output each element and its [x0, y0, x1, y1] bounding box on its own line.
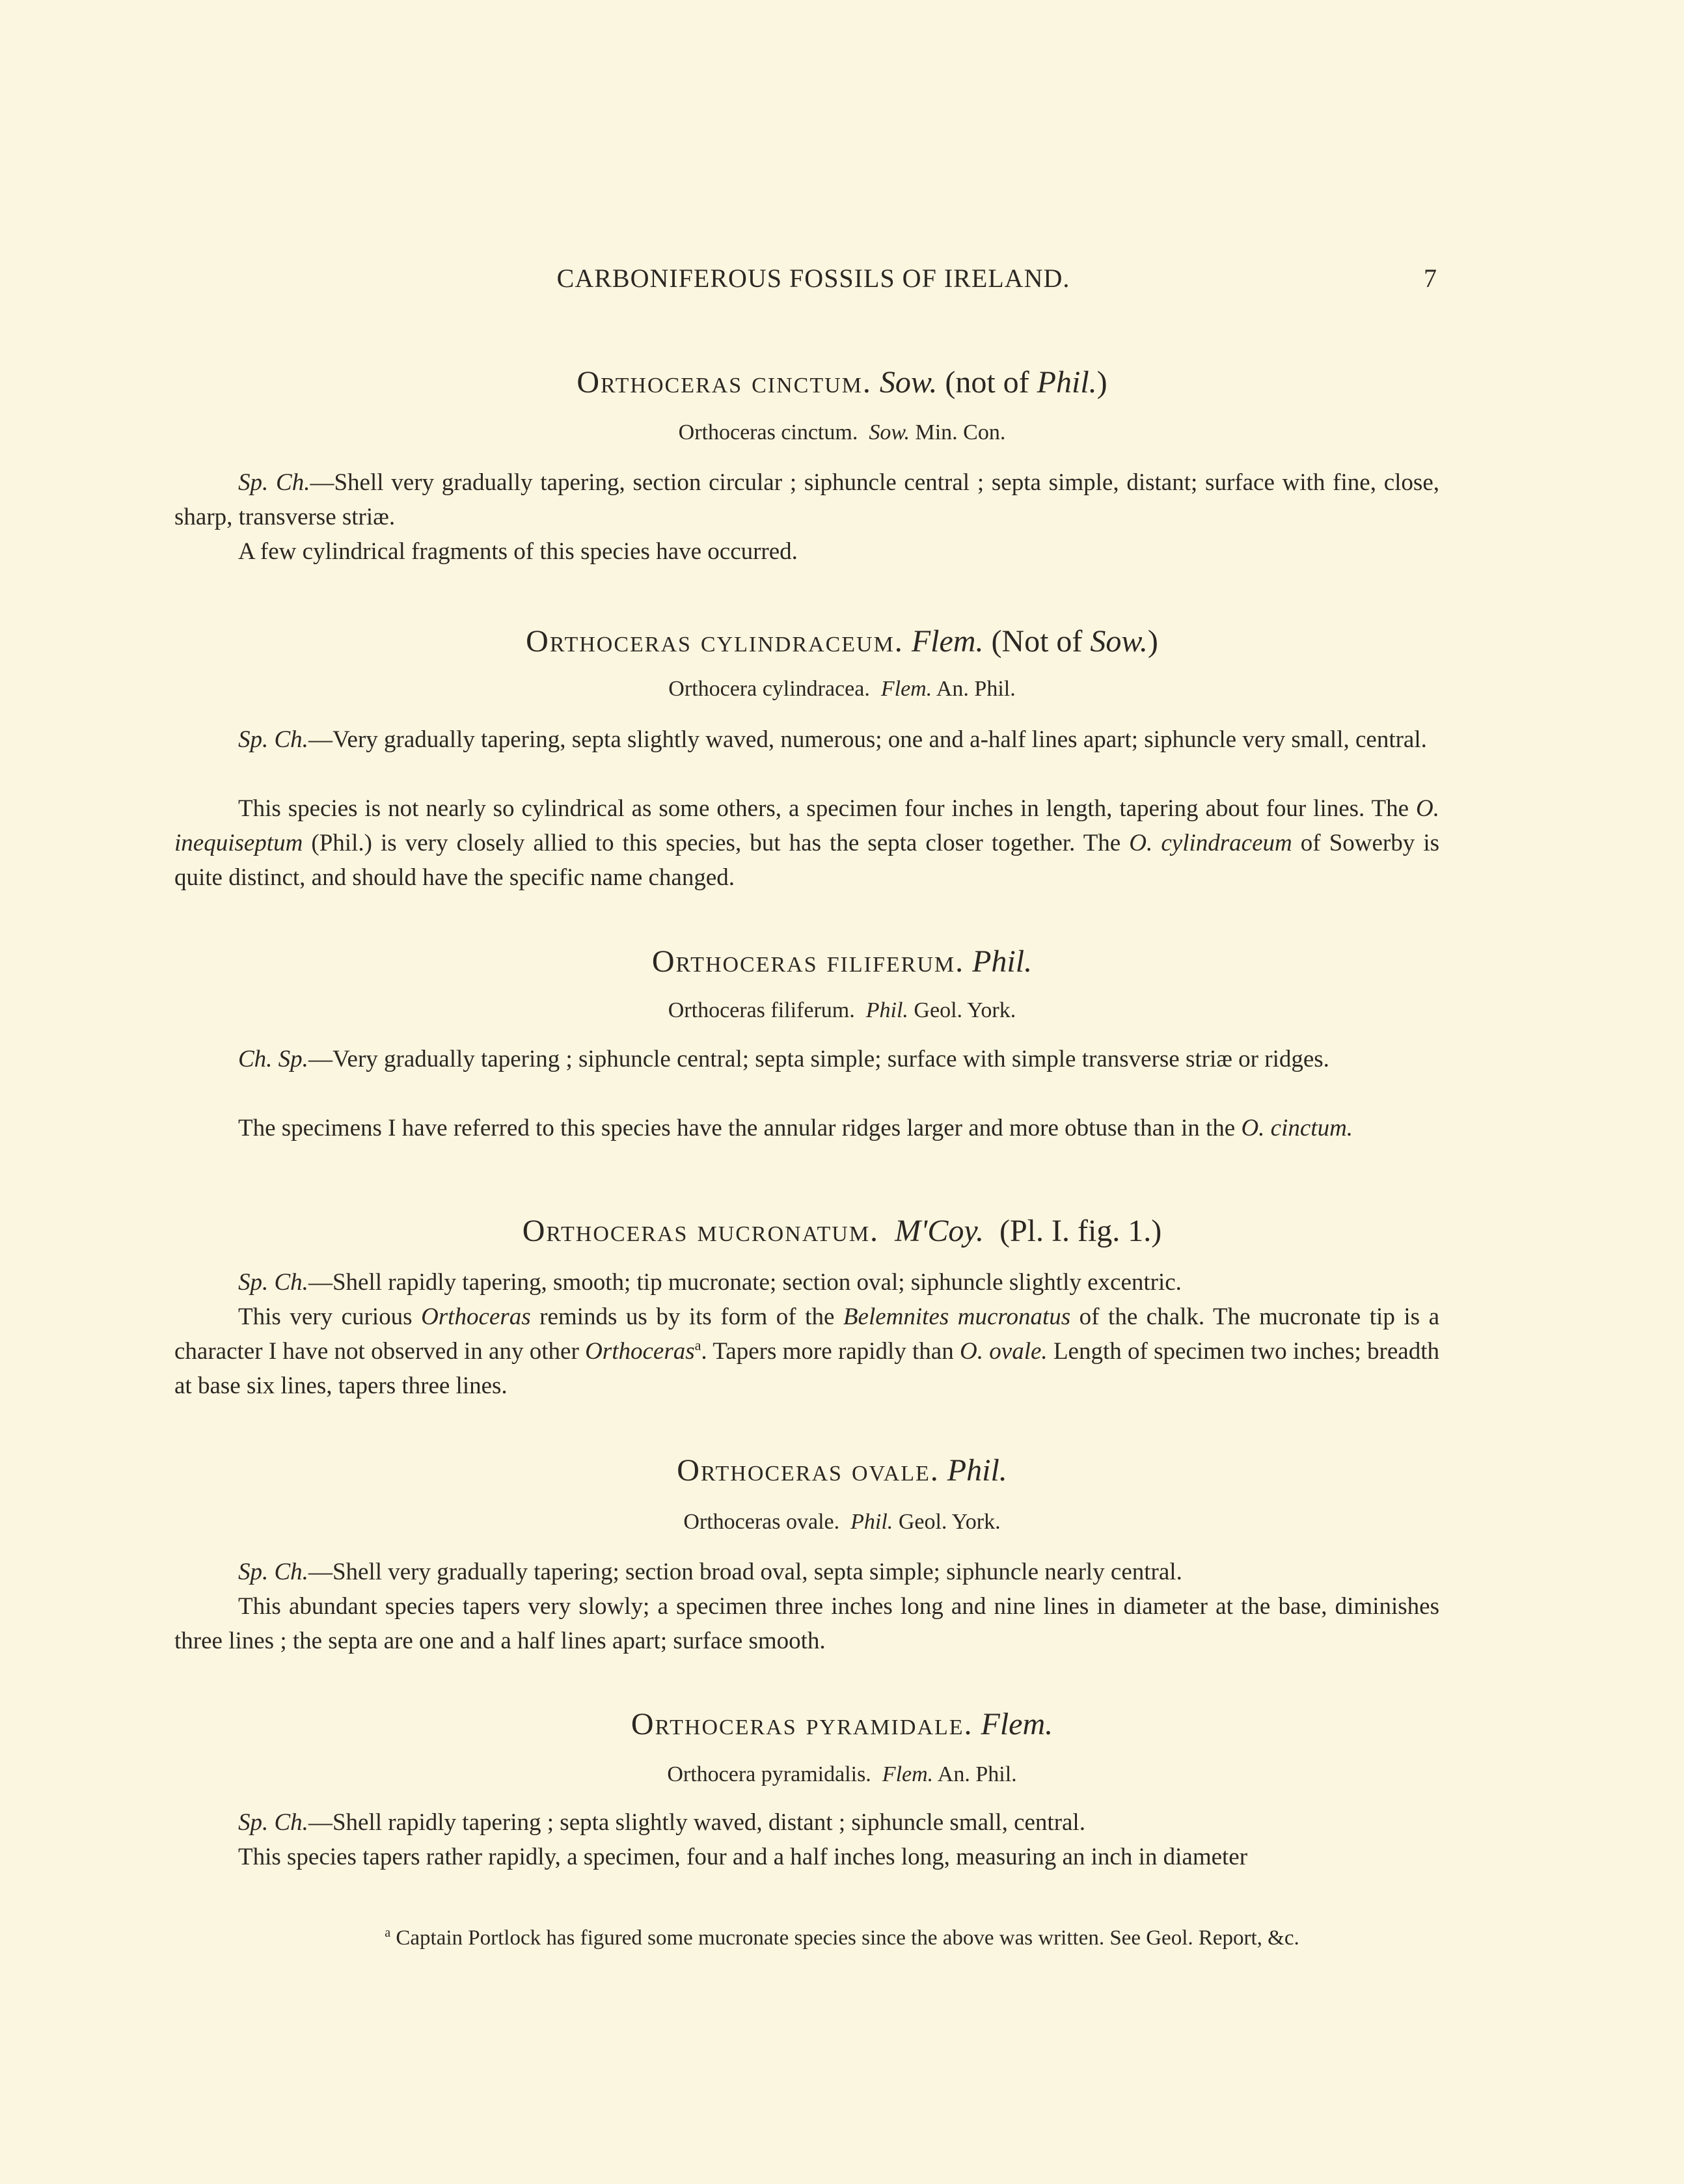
species-name: Orthoceras filiferum.	[651, 944, 965, 979]
species-name: Orthoceras ovale.	[677, 1453, 940, 1488]
diagnosis-paragraph: Sp. Ch.—Very gradually tapering, septa slightly waved, numerous; one and a-half lines apart; siphuncle very small, central.	[238, 726, 1427, 753]
species-name: Orthoceras mucronatum.	[522, 1214, 880, 1248]
diagnosis-paragraph: Sp. Ch.—Shell rapidly tapering ; septa slightly waved, distant ; siphuncle small, central.	[238, 1809, 1085, 1836]
diagnosis-paragraph: Sp. Ch.—Shell very gradually tapering, section circular ; siphuncle central ; septa simple, distant; surface with fine, close, sharp, transverse striæ.	[174, 469, 1439, 530]
synonym-line: Orthoceras ovale. Phil. Geol. York.	[683, 1510, 1001, 1534]
species-author: Sow.	[879, 365, 938, 400]
species-note: (Not of Sow.)	[991, 624, 1158, 659]
species-author: Phil.	[947, 1453, 1007, 1488]
footnote-text: Captain Portlock has figured some mucronate species since the above was written. See Geol. Report, &c.	[390, 1926, 1299, 1950]
species-name: Orthoceras cylindraceum.	[526, 624, 904, 659]
footnote	[0, 1926, 1684, 1950]
species-name: Orthoceras pyramidale.	[631, 1707, 973, 1741]
remarks-paragraph: The specimens I have referred to this species have the annular ridges larger and more obtuse than in the O. cinctum.	[238, 1115, 1353, 1141]
species-author: M'Coy.	[895, 1214, 984, 1248]
remarks-paragraph: A few cylindrical fragments of this species have occurred.	[238, 538, 798, 565]
synonym-line: Orthoceras cinctum. Sow. Min. Con.	[678, 420, 1006, 444]
remarks-paragraph: This abundant species tapers very slowly; a specimen three inches long and nine lines in diameter at the base, diminishes three lines ; the septa are one and a half lines apart; surface smooth.	[174, 1593, 1439, 1654]
species-heading-pyramidale	[0, 1706, 1684, 1742]
species-author: Flem.	[981, 1707, 1053, 1741]
synonym-line: Orthocera pyramidalis. Flem. An. Phil.	[667, 1762, 1017, 1786]
remarks-paragraph: This species tapers rather rapidly, a specimen, four and a half inches long, measuring an inch in diameter	[238, 1844, 1248, 1870]
running-head: CARBONIFEROUS FOSSILS OF IRELAND.	[556, 264, 1070, 293]
species-heading-cinctum	[0, 364, 1684, 400]
species-author: Flem.	[911, 624, 984, 659]
synonym-line: Orthoceras filiferum. Phil. Geol. York.	[668, 998, 1016, 1022]
species-heading-filiferum	[0, 944, 1684, 979]
diagnosis-paragraph: Ch. Sp.—Very gradually tapering ; siphuncle central; septa simple; surface with simple transverse striæ or ridges.	[238, 1046, 1329, 1072]
species-author: Phil.	[972, 944, 1033, 979]
footnote-marker: a	[385, 1926, 391, 1940]
diagnosis-paragraph: Sp. Ch.—Shell very gradually tapering; section broad oval, septa simple; siphuncle nearly central.	[238, 1559, 1182, 1585]
footnote-marker: a	[694, 1337, 701, 1354]
species-heading-cylindraceum	[0, 623, 1684, 659]
page-number: 7	[1424, 264, 1437, 293]
species-name: Orthoceras cinctum.	[577, 365, 872, 400]
synonym-line: Orthocera cylindracea. Flem. An. Phil.	[668, 677, 1016, 701]
remarks-paragraph: This species is not nearly so cylindrical as some others, a specimen four inches in length, tapering about four lines. The O. inequiseptum (Phil.) is very closely allied to this species, but has the septa closer together. The O. cylindraceum of Sowerby is quite distinct, and should have the specific name changed.	[174, 795, 1439, 891]
species-note: (not of Phil.)	[945, 365, 1107, 400]
plate-reference: (Pl. I. fig. 1.)	[999, 1214, 1162, 1248]
diagnosis-paragraph: Sp. Ch.—Shell rapidly tapering, smooth; tip mucronate; section oval; siphuncle slightly excentric.	[238, 1269, 1182, 1296]
species-heading-ovale	[0, 1453, 1684, 1488]
remarks-paragraph: This very curious Orthoceras reminds us by its form of the Belemnites mucronatus of the chalk. The mucronate tip is a character I have not observed in any other Orthoceras$^a$. Tapers more rapidly than O. ovale. Length of specimen two inches; breadth at base six lines, tapers three lines.	[174, 1304, 1439, 1399]
species-heading-mucronatum	[0, 1213, 1684, 1249]
